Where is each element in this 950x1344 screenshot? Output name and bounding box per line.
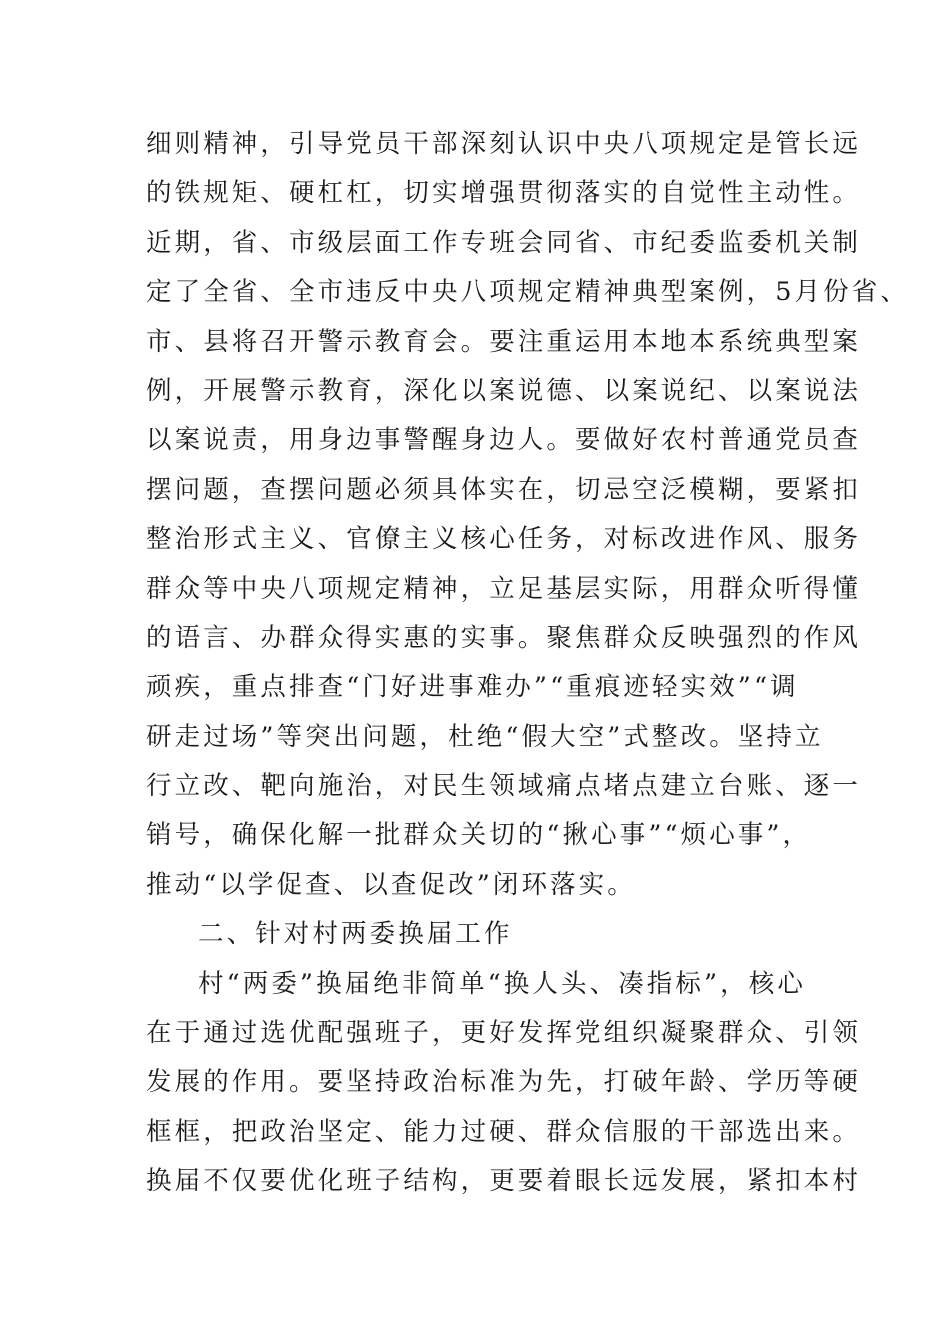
paragraph-line: 发展的作用。要坚持政治标准为先，打破年龄、学历等硬 [146,1067,862,1098]
paragraph-line: 顽疾，重点排查“门好进事难办”“重痕迹轻实效”“调 [146,672,799,703]
paragraph-line: 销号，确保化解一批群众关切的“揪心事”“烦心事”， [146,820,812,851]
paragraph-line: 以案说责，用身边事警醒身边人。要做好农村普通党员查 [146,425,862,456]
paragraph-line: 市、县将召开警示教育会。要注重运用本地本系统典型案 [146,326,862,357]
paragraph-line: 研走过场”等突出问题，杜绝“假大空”式整改。坚持立 [146,721,824,752]
paragraph-line: 群众等中央八项规定精神，立足基层实际，用群众听得懂 [146,573,862,604]
paragraph-line: 近期，省、市级层面工作专班会同省、市纪委监委机关制 [146,227,862,258]
paragraph-line: 定了全省、全市违反中央八项规定精神典型案例，5月份省、 [146,277,909,308]
paragraph-line: 推动“以学促查、以查促改”闭环落实。 [146,869,636,900]
paragraph-line: 例，开展警示教育，深化以案说德、以案说纪、以案说法 [146,375,862,406]
paragraph-line: 细则精神，引导党员干部深刻认识中央八项规定是管长远 [146,129,862,159]
paragraph-line: 摆问题，查摆问题必须具体实在，切忌空泛模糊，要紧扣 [146,474,862,505]
paragraph-line: 的语言、办群众得实惠的实事。聚焦群众反映强烈的作风 [146,622,862,653]
paragraph-line: 换届不仅要优化班子结构，更要着眼长远发展，紧扣本村 [146,1166,862,1197]
paragraph-line: 村“两委”换届绝非简单“换人头、凑指标”，核心 [198,968,806,999]
paragraph-line: 框框，把政治坚定、能力过硬、群众信服的干部选出来。 [146,1116,862,1147]
section-heading: 二、针对村两委换届工作 [198,919,513,950]
paragraph-line: 的铁规矩、硬杠杠，切实增强贯彻落实的自觉性主动性。 [146,178,862,209]
document-body [146,120,909,1207]
paragraph-line: 行立改、靶向施治，对民生领域痛点堵点建立台账、逐一 [146,771,862,802]
paragraph-line: 在于通过选优配强班子，更好发挥党组织凝聚群众、引领 [146,1018,862,1049]
paragraph-line: 整治形式主义、官僚主义核心任务，对标改进作风、服务 [146,524,862,555]
